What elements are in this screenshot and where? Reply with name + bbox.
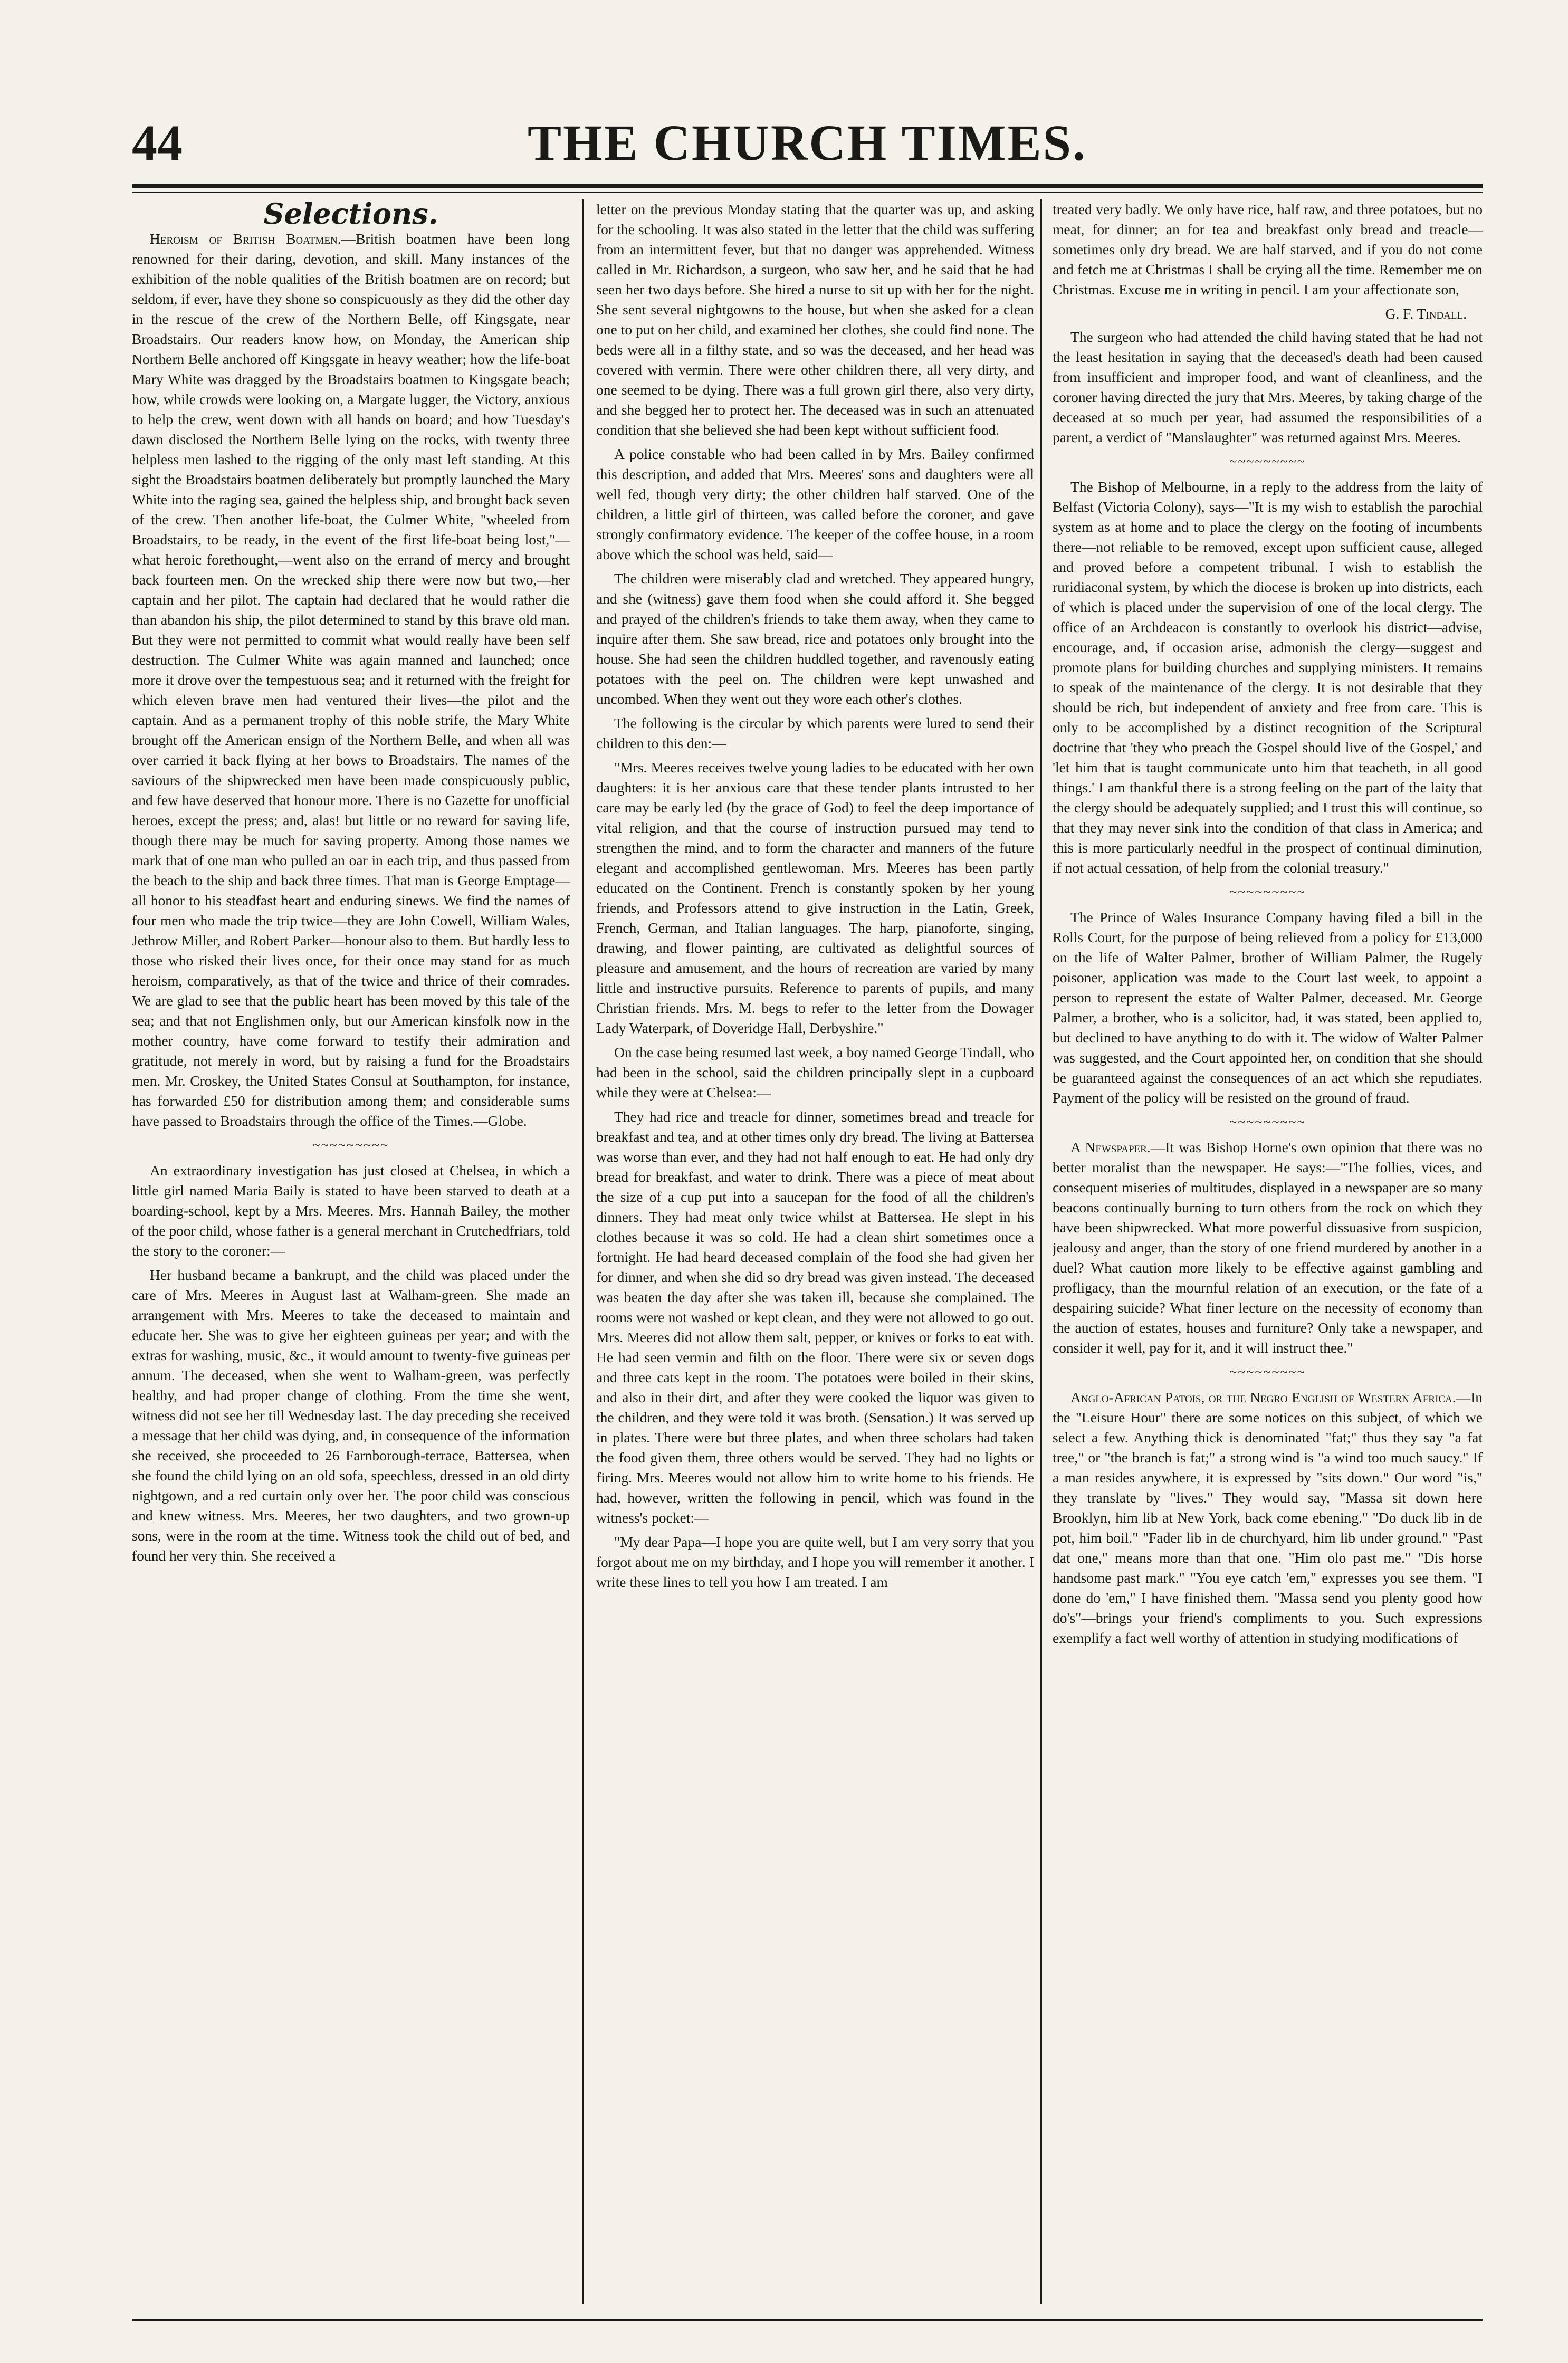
- paragraph: The following is the circular by which parents were lured to send their children to this den:—: [596, 715, 1034, 751]
- section-title: Selections.: [263, 199, 438, 231]
- article-insurance: The Prince of Wales Insurance Company having filed a bill in the Rolls Court, for the purpose of being relieved from a policy for £13,000 on the life of Walter Palmer, brother of William Palmer, the Rugely poisoner, application was made to the Court last week, to appoint a person to represent the estate of Walter Palmer, deceased. Mr. George Palmer, a brother, who is a solicitor, had, it was stated, been applied to, but declined to have anything to do with it. The widow of Walter Palmer was suggested, and the Court appointed her, on condition that she should be guaranteed against the consequences of an act which she repudiates. Payment of the policy will be resisted on the ground of fraud.: [1053, 909, 1483, 1106]
- separator: ~~~~~~~~~: [312, 1137, 389, 1153]
- circular-quote: "Mrs. Meeres receives twelve young ladies to be educated with her own daughters: it is her anxious care that these tender plants intrusted to her care may be early led (by the grace of God) to feel the deep importance of vital religion, and that the course of instruction pursued may tend to strengthen the mind, and to form the character and manners of the future elegant and accomplished gentlewoman. Mrs. Meeres has been partly educated on the Continent. French is constantly spoken by her young friends, and Professors attend to give instruction in the Latin, Greek, French, German, and Italian languages. The harp, pianoforte, singing, drawing, and flower painting, are cultivated as delightful sources of pleasure and amusement, and the hours of recreation are varied by many little and instructive pursuits. Reference to parents of pupils, and many Christian friends. Mrs. M. begs to refer to the letter from the Dowager Lady Waterpark, of Doveridge Hall, Derbyshire.": [596, 759, 1034, 1036]
- article-bishop-melbourne: The Bishop of Melbourne, in a reply to the address from the laity of Belfast (Victoria Colony), says—"It is my wish to establish the parochial system as at home and to place the clergy on the footing of incumbents there—not reliable to be removed, except upon sufficient cause, alleged and proved before a competent tribunal. I wish to establish the ruridiaconal system, by which the diocese is broken up into districts, each of which is placed under the supervision of one of the local clergy. The office of an Archdeacon is constantly to overlook his district—advise, encourage, and, if occasion arise, admonish the clergy—suggest and promote plans for building churches and supplying ministers. It remains to speak of the maintenance of the clergy. It is not desirable that they should be rich, but independent of anxiety and free from care. This is only to be accomplished by a distinct recognition of the Scriptural doctrine that 'they who preach the Gospel should live of the Gospel,' and 'let him that is taught communicate unto him that teacheth, in all good things.' I am thankful there is a strong feeling on the part of the laity that the clergy should be adequately supplied; and I trust this will continue, so that they may never sink into the condition of that class in America; and this is more particularly needful in the prospect of continual diminution, if not actual cessation, of help from the colonial treasury.": [1053, 479, 1483, 876]
- article-body: —In the "Leisure Hour" there are some notices on this subject, of which we select a few. Anything thick is denominated "fat;" thus they say "a fat tree," or "the branch is fat;" a strong wind is "a wind too much saucy." If a man resides anywhere, it is expressed by "sits down." Our word "is," they translate by "lives." They would say, "Massa sit down here Brooklyn, him lib at New York, back come ebening." "Do duck lib in de pot, him boil." "Fader lib in de churchyard, him lib under ground." "Past dat one," means more than that one. "Him olo past me." "Dis horse handsome past mark." "You eye catch 'em," expresses you see them. "I done do 'em," I have finished them. "Massa send you plenty good how do's"—brings your friend's compliments to you. Such expressions exemplify a fact well worthy of attention in studying modifications of: [1053, 1389, 1483, 1646]
- letter-continuation: treated very badly. We only have rice, half raw, and three potatoes, but no meat, for dinner; an for tea and breakfast only bread and treacle—sometimes only dry bread. We are half starved, and if you do not come and fetch me at Christmas I shall be crying all the time. Remember me on Christmas. Excuse me in writing in pencil. I am your affectionate son,: [1053, 201, 1483, 298]
- separator: ~~~~~~~~~: [1229, 1114, 1306, 1130]
- header-rule-thick: [132, 184, 1483, 188]
- paragraph: A police constable who had been called in by Mrs. Bailey confirmed this description, and added that Mrs. Meeres' sons and daughters were all well fed, though very dirty; the other children half starved. One of the children, a little girl of thirteen, was called before the coroner, and gave strongly confirmatory evidence. The keeper of the coffee house, in a room above which the school was held, said—: [596, 446, 1034, 562]
- article-body: —It was Bishop Horne's own opinion that there was no better moralist than the newspaper. He says:—"The follies, vices, and consequent miseries of multitudes, displayed in a newspaper are so many beacons continually burning to turn others from the rock on which they have been shipwrecked. What more powerful dissuasive from suspicion, jealousy and anger, than the story of one friend murdered by another in a duel? What caution more likely to be effective against gambling and profligacy, than the mournful relation of an execution, or the fate of a despairing suicide? What finer lecture on the necessity of economy than the auction of estates, houses and furniture? Only take a newspaper, and consider it well, pay for it, and it will instruct thee.": [1053, 1139, 1483, 1356]
- header-rule-thin: [132, 192, 1483, 193]
- article-heroism-boatmen: [132, 229, 570, 1131]
- page-header: [132, 113, 1483, 171]
- verdict-paragraph: The surgeon who had attended the child having stated that he had not the least hesitation in saying that the deceased's death had been caused from insufficient and improper food, and want of cleanliness, and the coroner having directed the jury that Mrs. Meeres, by taking charge of the deceased at so much per year, had assumed the responsibilities of a parent, a verdict of "Manslaughter" was returned against Mrs. Meeres.: [1053, 329, 1483, 445]
- column-divider-2: [1040, 199, 1042, 2304]
- column-divider-1: [582, 199, 584, 2304]
- column-2: [596, 199, 1034, 2304]
- article-investigation-testimony: Her husband became a bankrupt, and the child was placed under the care of Mrs. Meeres in August last at Walham-green. She made an arrangement with Mrs. Meeres to take the deceased to maintain and educate her. She was to give her eighteen guineas per year; and with the extras for washing, music, &c., it would amount to twenty-five guineas per annum. The deceased, when she went to Walham-green, was perfectly healthy, and had proper change of clothing. From the time she went, witness did not see her till Wednesday last. The day preceding she received a message that her child was dying, and, in consequence of the information she received, she proceeded to 26 Farnborough-terrace, Battersea, when she found the child lying on an old sofa, speechless, dressed in an old dirty nightgown, and a red curtain only over her. The poor child was conscious and knew witness. Mrs. Meeres, her two daughters, and two grown-up sons, were in the room at the time. Witness took the child out of bed, and found her very thin. She received a: [132, 1267, 570, 1564]
- article-investigation-intro: An extraordinary investigation has just closed at Chelsea, in which a little girl named Maria Baily is stated to have been starved to death at a boarding-school, kept by a Mrs. Meeres. Mrs. Hannah Bailey, the mother of the poor child, whose father is a general merchant in Crutchedfriars, told the story to the coroner:—: [132, 1162, 570, 1259]
- paragraph: They had rice and treacle for dinner, sometimes bread and treacle for breakfast and tea, and at other times only dry bread. The living at Battersea was worse than ever, and they had not half enough to eat. He had only dry bread for breakfast, and water to drink. There was a piece of meat about the size of a cup put into a saucepan for the food of all the children's dinners. They had meat only twice whilst at Battersea. He slept in his clothes because it was so cold. He had a clean shirt sometimes once a fortnight. He had heard deceased complain of the food she had given her for dinner, and when she did so dry bread was given instead. The deceased was beaten the day after she was taken ill, because she complained. The rooms were not washed or kept clean, and they were not allowed to go out. Mrs. Meeres did not allow them salt, pepper, or knives or forks to eat with. He had seen vermin and filth on the floor. There were six or seven dogs and three cats kept in the room. The potatoes were boiled in their skins, and also in their dirt, and after they were cooked the liquor was given to the children, and they were told it was broth. (Sensation.) It was served up in plates. There were but three plates, and when three scholars had taken the food given them, three others would be served. They had no lights or firing. Mrs. Meeres would not allow him to write home to his friends. He had, however, written the following in pencil, which was found in the witness's pocket:—: [596, 1108, 1034, 1526]
- paragraph: On the case being resumed last week, a boy named George Tindall, who had been in the school, said the children principally slept in a cupboard while they were at Chelsea:—: [596, 1044, 1034, 1101]
- article-lead: A Newspaper.: [1070, 1139, 1151, 1155]
- separator: ~~~~~~~~~: [1229, 1364, 1306, 1380]
- separator: ~~~~~~~~~: [1229, 454, 1306, 469]
- page-number: 44: [132, 114, 183, 171]
- separator: ~~~~~~~~~: [1229, 884, 1306, 900]
- paragraph: The children were miserably clad and wretched. They appeared hungry, and she (witness) gave them food when she could afford it. She begged and prayed of the children's friends to take them away, when they came to inquire after them. She saw bread, rice and potatoes only brought into the house. She had seen the children huddled together, and ravenously eating potatoes with the peel on. The children were kept unwashed and uncombed. When they went out they wore each other's clothes.: [596, 570, 1034, 707]
- paragraph: letter on the previous Monday stating that the quarter was up, and asking for the schooling. It was also stated in the letter that the child was suffering from an intermittent fever, but that no danger was apprehended. Witness called in Mr. Richardson, a surgeon, who saw her, and he said that he had seen her two days before. She hired a nurse to sit up with her for the night. She sent several nightgowns to the house, but when she asked for a clean one to put on her child, and examined her clothes, she could find none. The beds were all in a filthy state, and so was the deceased, and her head was covered with vermin. There were other children there, all very dirty, and one seemed to be dying. There was a full grown girl there, also very dirty, and she begged her to protect her. The deceased was in such an attenuated condition that she believed she had been kept without sufficient food.: [596, 201, 1034, 438]
- article-lead: Anglo-African Patois, or the Negro English of Western Africa.: [1070, 1389, 1456, 1405]
- column-3: [1053, 199, 1483, 2304]
- article-patois: [1053, 1388, 1483, 1648]
- letter-quote: "My dear Papa—I hope you are quite well, but I am very sorry that you forgot about me on my birthday, and I hope you will remember it another. I write these lines to tell you how I am treated. I am: [596, 1534, 1034, 1590]
- footer-rule: [132, 2319, 1483, 2321]
- article-newspaper: [1053, 1137, 1483, 1358]
- masthead-title: THE CHURCH TIMES.: [527, 114, 1087, 171]
- letter-signature: G. F. Tindall.: [1385, 305, 1467, 322]
- column-1: [132, 199, 570, 2304]
- article-body: —British boatmen have been long renowned for their daring, devotion, and skill. Many instances of the exhibition of the noble qualities of the British boatmen are on record; but seldom, if ever, have they shone so conspicuously as they did the other day in the rescue of the crew of the Northern Belle, off Kingsgate, near Broadstairs. Our readers know how, on Monday, the American ship Northern Belle anchored off Kingsgate in heavy weather; how the life-boat Mary White was dragged by the Broadstairs boatmen to Kingsgate beach; how, while crowds were looking on, a Margate lugger, the Victory, anxious to help the crew, went down with all hands on board; and how Tuesday's dawn disclosed the Northern Belle lying on the rocks, with twenty three helpless men lashed to the rigging of the only mast left standing. At this sight the Broadstairs boatmen deliberately but promptly launched the Mary White into the raging sea, gained the helpless ship, and brought back seven of the crew. Then another life-boat, the Culmer White, "wheeled from Broadstairs, to be ready, in the event of the first life-boat being lost,"—what heroic forethought,—went also on the errand of mercy and brought back fourteen men. On the wrecked ship there were now but two,—her captain and her pilot. The captain had declared that he would rather die than abandon his ship, the pilot determined to stand by this brave old man. But they were not permitted to commit what would really have been self destruction. The Culmer White was again manned and launched; once more it drove over the tempestuous sea; and it returned with the freight for which eleven brave men had ventured their lives—the pilot and the captain. And as a permanent trophy of this noble strife, the Mary White brought off the American ensign of the Northern Belle, and when all was over carried it back flying at her bows to Broadstairs. The names of the saviours of the shipwrecked men have been made conspicuously public, and few have deserved that honour more. There is no Gazette for unofficial heroes, except the press; and, alas! but little or no reward for saving life, though there may be much for saving property. Among those names we mark that of one man who pulled an oar in each trip, and thus passed from the beach to the ship and back three times. That man is George Emptage—all honor to his steadfast heart and enduring sinews. We find the names of four men who made the trip twice—they are John Cowell, William Wales, Jethrow Miller, and Robert Parker—honour also to them. But hardly less to those who risked their lives once, for their once may stand for as much heroism, comparatively, as that of the twice and thrice of their comrades. We are glad to see that the public heart has been moved by this tale of the sea; and that not Englishmen only, but our American kinsfolk now in the mother country, have come forward to testify their admiration and gratitude, not merely in word, but by raising a fund for the Broadstairs men. Mr. Croskey, the United States Consul at Southampton, for instance, has forwarded £50 for distribution among them; and considerable sums have passed to Broadstairs through the office of the Times.—Globe.: [132, 231, 570, 1129]
- article-lead: Heroism of British Boatmen.: [150, 231, 341, 247]
